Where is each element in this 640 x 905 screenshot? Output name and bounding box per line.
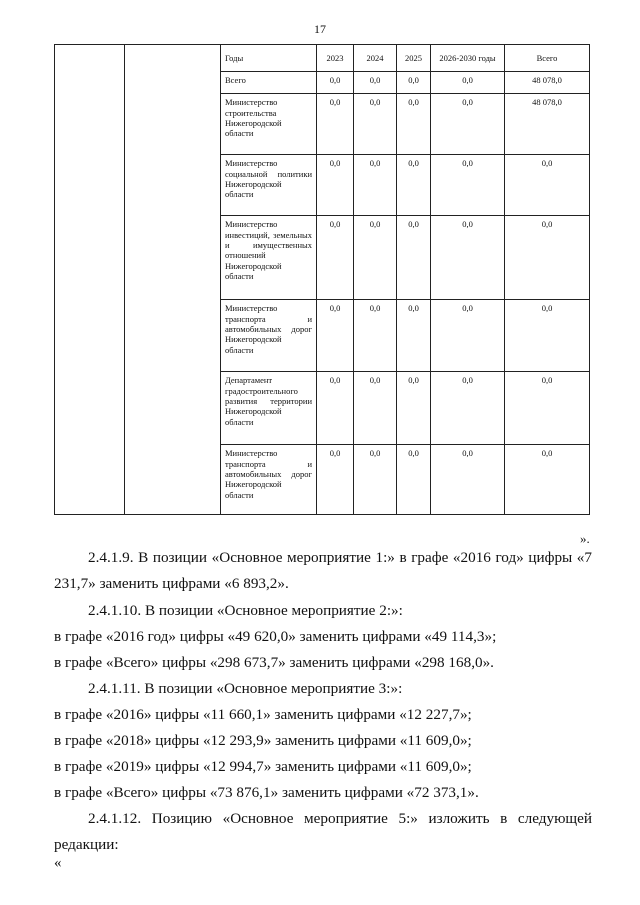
row-value: 0,0 [431, 155, 505, 216]
row-value: 0,0 [397, 300, 431, 372]
row-value: 0,0 [397, 372, 431, 445]
page-number: 17 [314, 22, 326, 36]
paragraph-line: в графе «Всего» цифры «73 876,1» заменить цифрами «72 373,1». [54, 784, 479, 801]
table-header-row [55, 45, 590, 72]
header-year: 2026-2030 годы [431, 45, 505, 72]
row-value: 0,0 [431, 372, 505, 445]
row-value: 0,0 [354, 72, 397, 94]
header-year: 2023 [317, 45, 354, 72]
row-label: Министерство транспорта и автомобильных дорог Нижегородской области [221, 445, 317, 515]
row-value: 0,0 [397, 216, 431, 300]
row-value: 0,0 [317, 72, 354, 94]
row-value: 0,0 [505, 216, 590, 300]
row-label: Департамент градостроительного развития территории Нижегородской области [221, 372, 317, 445]
row-value: 0,0 [354, 94, 397, 155]
row-label: Всего [221, 72, 317, 94]
paragraph-line: в графе «2018» цифры «12 293,9» заменить цифрами «11 609,0»; [54, 732, 472, 749]
row-value: 0,0 [505, 155, 590, 216]
closing-quote: ». [580, 531, 590, 546]
row-value: 48 078,0 [505, 72, 590, 94]
paragraph-2-4-1-12: 2.4.1.12. Позицию «Основное мероприятие 5:» изложить в следующей редакции: [54, 810, 592, 853]
row-value: 0,0 [317, 372, 354, 445]
row-value: 0,0 [354, 216, 397, 300]
header-label: Годы [221, 45, 317, 72]
paragraph-2-4-1-11: 2.4.1.11. В позиции «Основное мероприятие 3:»: [88, 680, 403, 697]
row-value: 0,0 [317, 445, 354, 515]
row-label: Министерство инвестиций, земельных и имущественных отношений Нижегородской области [221, 216, 317, 300]
row-value: 0,0 [354, 445, 397, 515]
row-value: 0,0 [505, 300, 590, 372]
row-value: 0,0 [397, 94, 431, 155]
funding-table [54, 44, 590, 515]
row-value: 0,0 [431, 216, 505, 300]
row-label: Министерство транспорта и автомобильных дорог Нижегородской области [221, 300, 317, 372]
row-value: 0,0 [505, 372, 590, 445]
row-value: 0,0 [354, 372, 397, 445]
paragraph-line: в графе «2016 год» цифры «49 620,0» заменить цифрами «49 114,3»; [54, 628, 497, 645]
row-value: 0,0 [505, 445, 590, 515]
row-label: Министерство социальной политики Нижегородской области [221, 155, 317, 216]
row-value: 0,0 [317, 300, 354, 372]
row-value: 0,0 [397, 445, 431, 515]
header-total: Всего [505, 45, 590, 72]
row-value: 0,0 [397, 72, 431, 94]
paragraph-line: в графе «2019» цифры «12 994,7» заменить цифрами «11 609,0»; [54, 758, 472, 775]
opening-quote: « [54, 855, 62, 871]
row-value: 0,0 [354, 300, 397, 372]
header-year: 2024 [354, 45, 397, 72]
table-empty-col-1 [55, 45, 125, 515]
row-value: 0,0 [354, 155, 397, 216]
row-value: 0,0 [431, 445, 505, 515]
paragraph-line: в графе «Всего» цифры «298 673,7» заменить цифрами «298 168,0». [54, 654, 494, 671]
row-value: 0,0 [317, 216, 354, 300]
row-value: 0,0 [431, 300, 505, 372]
row-value: 0,0 [317, 155, 354, 216]
row-value: 0,0 [431, 72, 505, 94]
row-value: 0,0 [317, 94, 354, 155]
paragraph-2-4-1-10: 2.4.1.10. В позиции «Основное мероприятие 2:»: [88, 602, 403, 619]
row-value: 48 078,0 [505, 94, 590, 155]
paragraph-line: в графе «2016» цифры «11 660,1» заменить цифрами «12 227,7»; [54, 706, 472, 723]
row-value: 0,0 [397, 155, 431, 216]
paragraph-2-4-1-9: 2.4.1.9. В позиции «Основное мероприятие 1:» в графе «2016 год» цифры «7 231,7» заменить цифрами «6 893,2». [54, 549, 592, 592]
funding-table-wrapper [54, 44, 589, 515]
header-year: 2025 [397, 45, 431, 72]
row-label: Министерство строительства Нижегородской области [221, 94, 317, 155]
table-empty-col-2 [125, 45, 221, 515]
row-value: 0,0 [431, 94, 505, 155]
